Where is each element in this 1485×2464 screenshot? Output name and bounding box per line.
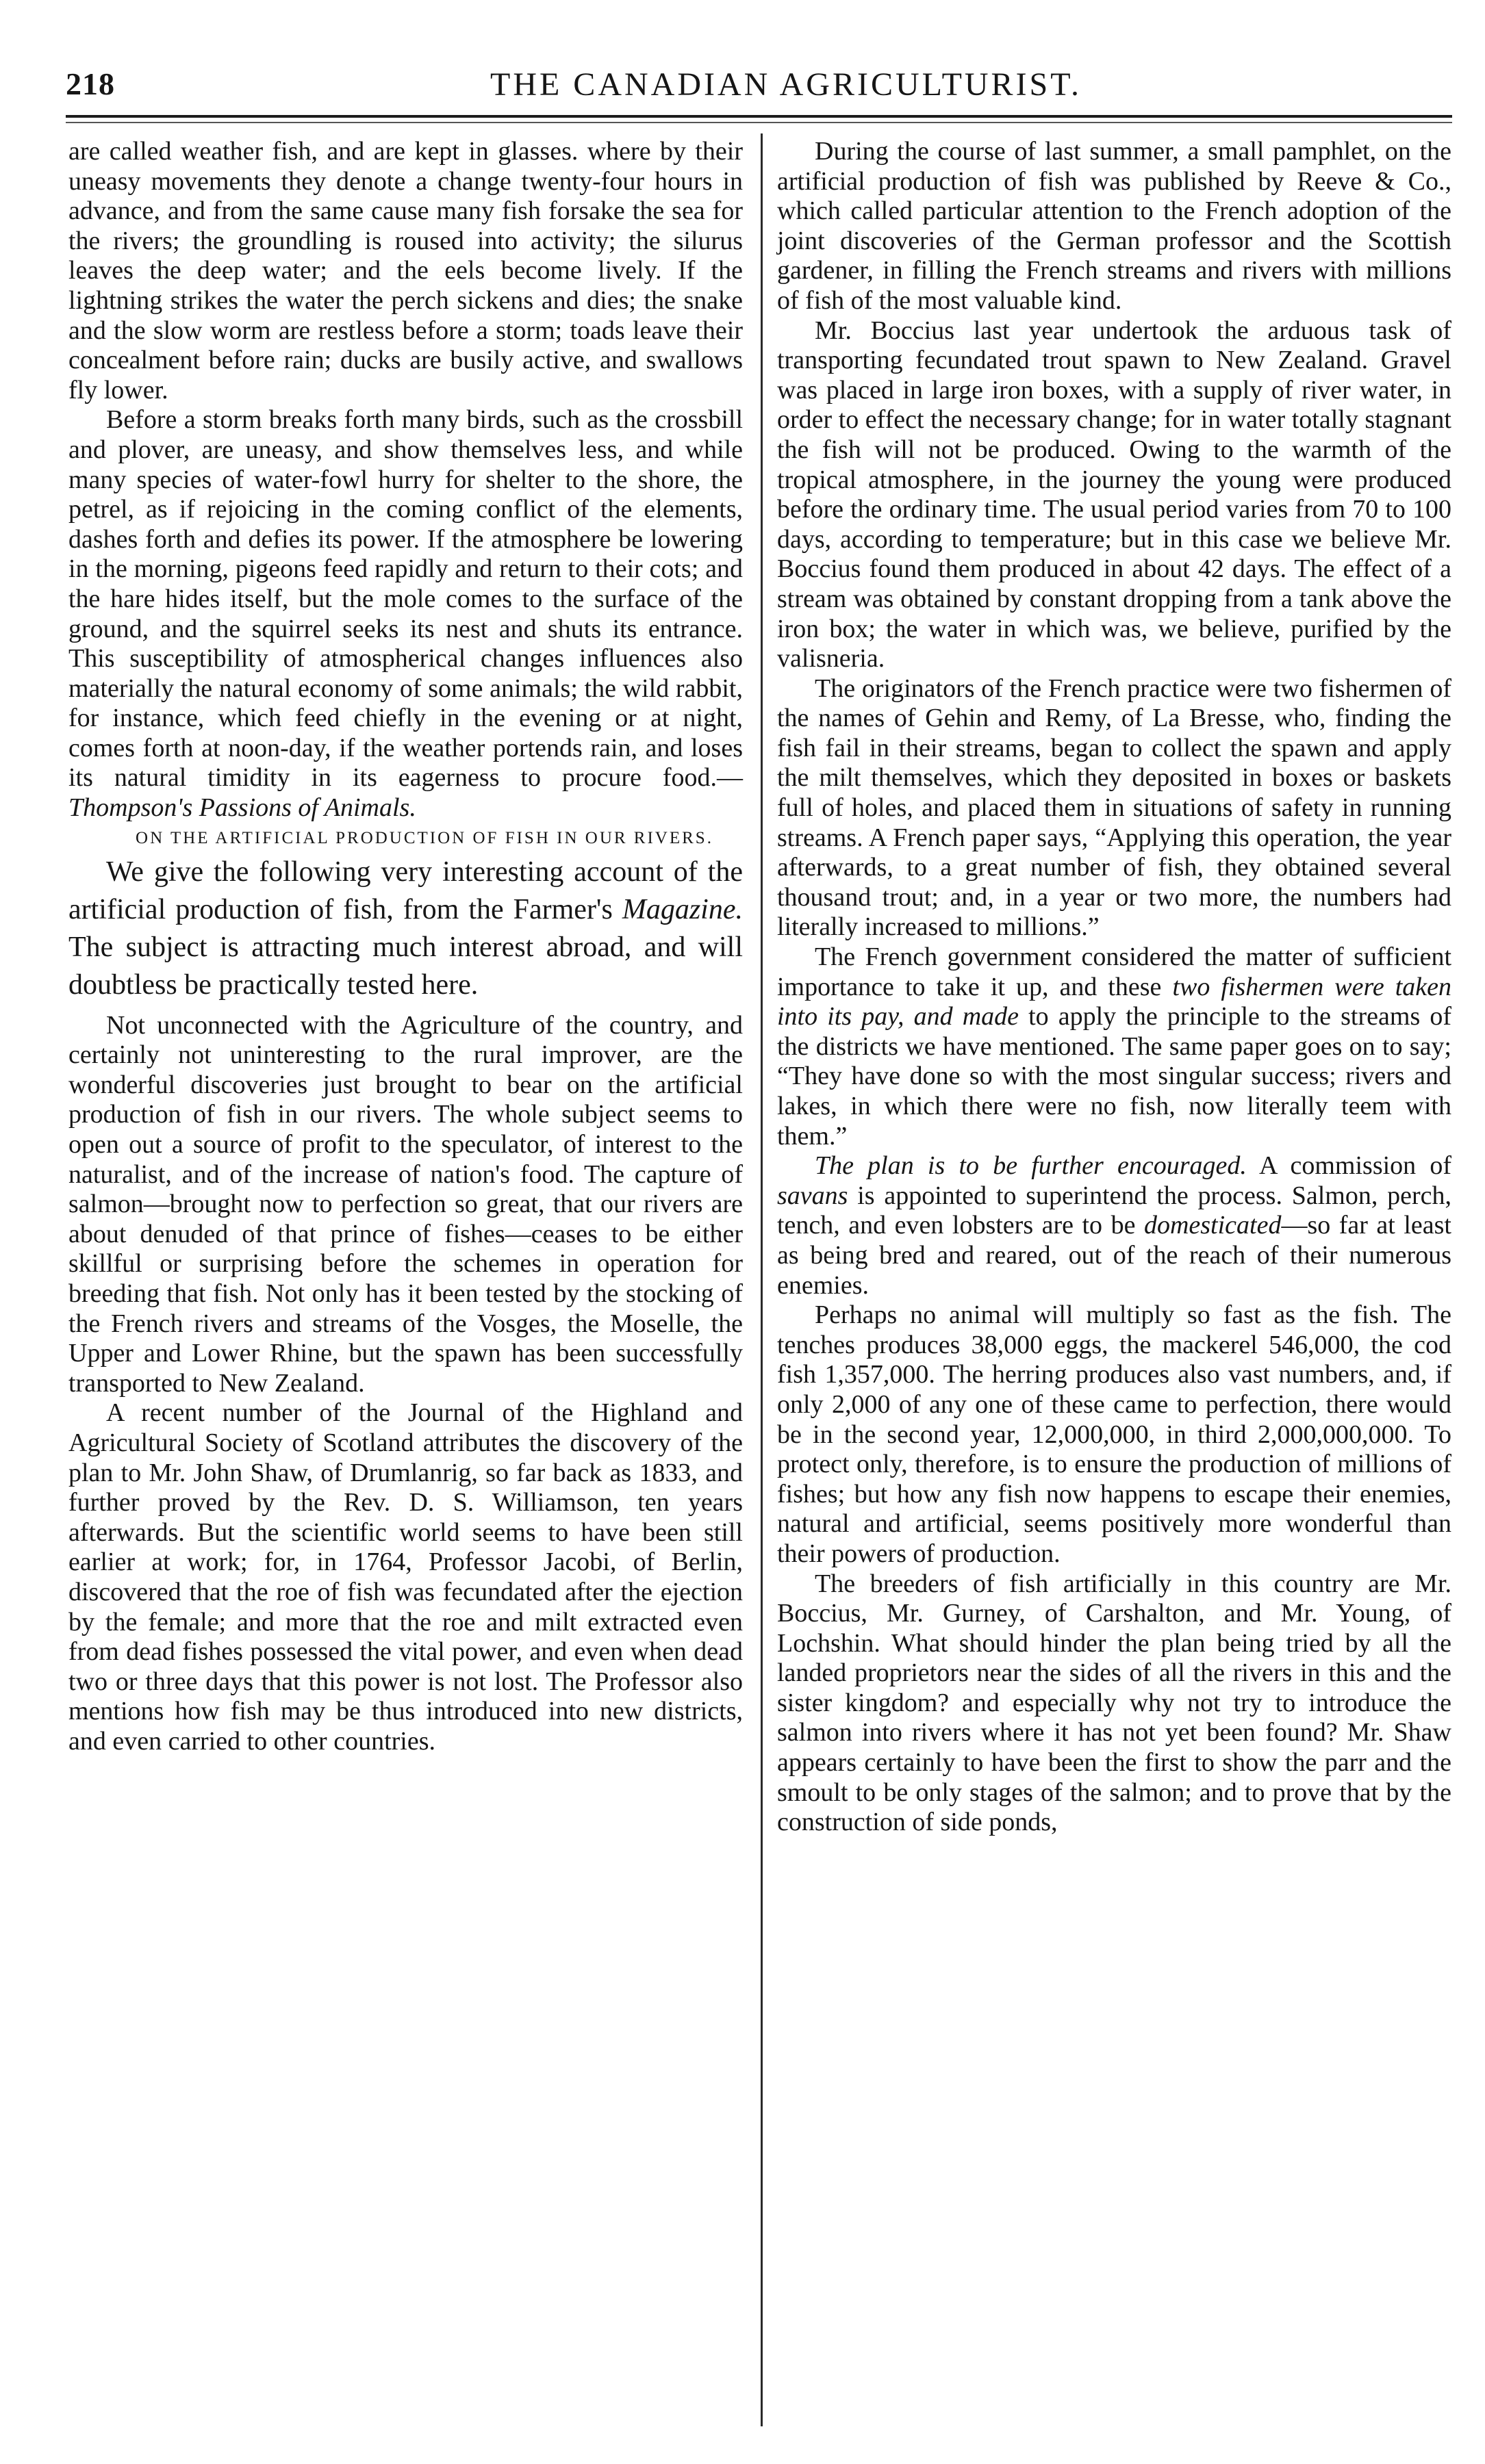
column-divider (761, 133, 763, 2426)
italic-text: The plan is to be further encouraged. (815, 1151, 1247, 1181)
magazine-name: Magazine. (622, 893, 743, 925)
paragraph-text: Before a storm breaks forth many birds, such as the crossbill and plover, are uneasy, and show themselves less, and while many species of water-fowl hurry for shelter to the shore, the petrel, as if rejoicing in the coming conflict of the elements, dashes forth and defies its power. If the atmosphere be lowering in the morning, pigeons feed rapidly and return to their cots; and the hare hides itself, but the mole comes to the surface of the ground, and the squirrel seeks its nest and shuts its entrance. This susceptibility of atmospherical changes influences also materially the natural economy of some animals; the wild rabbit, for instance, which feed chiefly in the evening or at night, comes forth at noon-day, if the weather portends rain, and loses its natural timidity in its eagerness to procure food.— (68, 405, 743, 793)
paragraph: During the course of last summer, a small pamphlet, on the artificial production of fish was published by Reeve & Co., which called particular attention to the French adoption of the joint discoveries of the German professor and the Scottish gardener, in filling the French streams and rivers with millions of fish of the most valuable kind. (777, 137, 1451, 315)
paragraph (777, 1151, 1451, 1300)
page-number: 218 (66, 66, 115, 101)
italic-domesticated: domesticated (1143, 1211, 1282, 1240)
paragraph: The breeders of fish artificially in this country are Mr. Boccius, Mr. Gurney, of Carshalton, and Mr. Young, of Lochshin. What should hinder the plan being tried by all the landed proprietors near the sides of all the rivers in this and the sister kingdom? and especially why not try to introduce the salmon into rivers where it has not yet been found? Mr. Shaw appears certainly to have been the first to show the parr and the smoult to be only stages of the salmon; and to prove that by the construction of side ponds, (777, 1569, 1451, 1837)
header-rule-thin (66, 122, 1452, 123)
right-column (777, 137, 1451, 1838)
italic-text: two fishermen were taken into its pay, and made (777, 972, 1451, 1031)
intro-text-end: The subject is attracting much interest abroad, and will doubtless be practically tested here. (68, 931, 743, 1001)
intro-text: We give the following very interesting account of the artificial production of fish, from the Farmer's (68, 856, 743, 925)
paragraph-text-end: to apply the principle to the streams of the districts we have mentioned. The same paper goes on to say; “They have done so with the most singular success; rivers and lakes, in which there were no fish, now literally teem with them.” (777, 1002, 1451, 1151)
intro-paragraph (68, 854, 743, 1004)
paragraph: are called weather fish, and are kept in glasses. where by their uneasy movements they denote a change twenty-four hours in advance, and from the same cause many fish forsake the sea for the rivers; the groundling is roused into activity; the silurus leaves the deep water; and the eels become lively. If the lightning strikes the water the perch sickens and dies; the snake and the slow worm are restless before a storm; toads leave their concealment before rain; ducks are busily active, and swallows fly lower. (68, 137, 743, 405)
paragraph: Perhaps no animal will multiply so fast as the fish. The tenches produces 38,000 eggs, the mackerel 546,000, the cod fish 1,357,000. The herring produces also vast numbers, and, if only 2,000 of any one of these came to perfection, there would be in the second year, 12,000,000, in third 2,000,000,000. To protect only, therefore, is to ensure the production of millions of fishes; but how any fish now happens to escape their enemies, natural and artificial, seems positively more wonderful than their powers of production. (777, 1300, 1451, 1568)
paragraph: Not unconnected with the Agriculture of the country, and certainly not uninteresting to the rural improver, are the wonderful discoveries just brought to bear on the artificial production of fish in our rivers. The whole subject seems to open out a source of profit to the speculator, of interest to the naturalist, and of the increase of nation's food. The capture of salmon—brought now to perfection so great, that our rivers are about denuded of that prince of fishes—ceases to be either skillful or surprising before the schemes in operation for breeding that fish. Not only has it been tested by the stocking of the French rivers and streams of the Vosges, the Moselle, the Upper and Lower Rhine, but the spawn has been successfully transported to New Zealand. (68, 1010, 743, 1398)
page-header (66, 66, 1435, 114)
paragraph: A recent number of the Journal of the Highland and Agricultural Society of Scotland attributes the discovery of the plan to Mr. John Shaw, of Drumlanrig, so far back as 1833, and further proved by the Rev. D. S. Williamson, ten years afterwards. But the scientific world seems to have been still earlier at work; for, in 1764, Professor Jacobi, of Berlin, discovered that the roe of fish was fecundated after the ejection by the female; and more that the roe and milt extracted even from dead fishes possessed the vital power, and even when dead two or three days that this power is not lost. The Professor also mentions how fish may be thus introduced into new districts, and even carried to other countries. (68, 1398, 743, 1756)
paragraph (777, 942, 1451, 1151)
paragraph: Mr. Boccius last year undertook the arduous task of transporting fecundated trout spawn to New Zealand. Gravel was placed in large iron boxes, with a supply of river water, in order to effect the necessary change; for in water totally stagnant the fish will not be produced. Owing to the warmth of the tropical atmosphere, in the journey the young were produced before the ordinary time. The usual period varies from 70 to 100 days, according to temperature; but in this case we believe Mr. Boccius found them produced in about 42 days. The effect of a stream was obtained by constant dropping from a tank above the iron box; the water in which was, we believe, purified by the valisneria. (777, 316, 1451, 673)
paragraph-text: A commission of (1246, 1151, 1451, 1181)
source-citation: Thompson's Passions of Animals. (68, 793, 416, 823)
paragraph-text: is appointed to superintend the process. Salmon, perch, tench, and even lobsters are to be (777, 1181, 1451, 1240)
header-rule (66, 115, 1452, 118)
paragraph (68, 405, 743, 823)
paragraph: The originators of the French practice were two fishermen of the names of Gehin and Remy, of La Bresse, who, finding the fish fail in their streams, began to collect the spawn and apply the milt themselves, which they deposited in boxes or baskets full of holes, and placed them in situations of safety in running streams. A French paper says, “Applying this operation, the year afterwards, to a great number of fish, they obtained several thousand trout; and, in a year or two more, the numbers had literally increased to millions.” (777, 673, 1451, 942)
paragraph-text: The French government considered the matter of sufficient importance to take it up, and these (777, 942, 1451, 1001)
running-title: THE CANADIAN AGRICULTURIST. (490, 66, 1082, 103)
left-column (68, 137, 743, 1757)
section-heading: ON THE ARTIFICIAL PRODUCTION OF FISH IN OUR RIVERS. (136, 828, 713, 847)
paragraph-text-end: —so far at least as being bred and reared, out of the reach of their numerous enemies. (777, 1211, 1451, 1300)
italic-savans: savans (777, 1181, 848, 1210)
